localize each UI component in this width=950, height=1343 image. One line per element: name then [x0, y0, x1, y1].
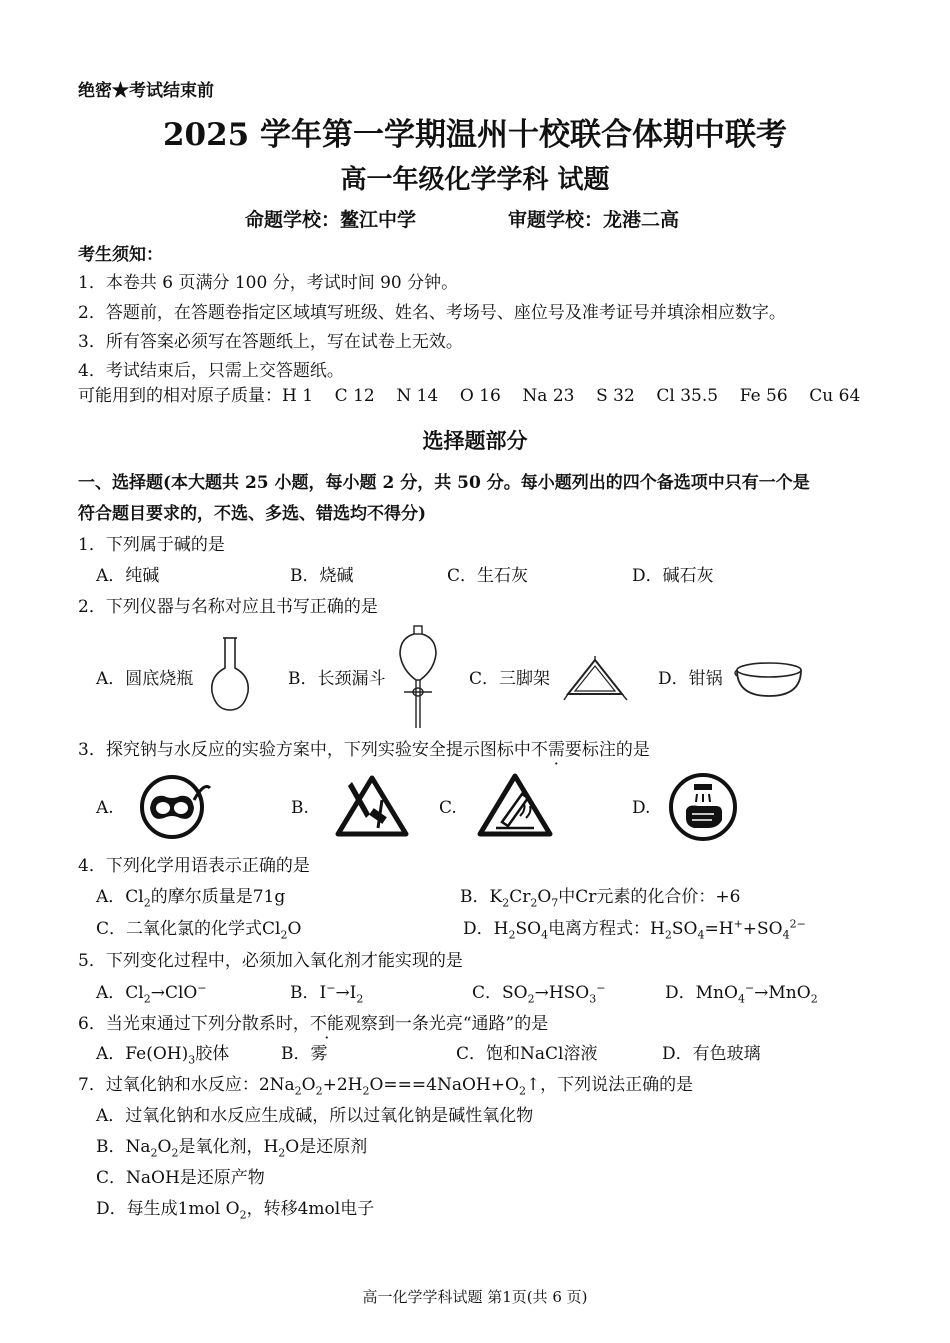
secret-label: 绝密★考试结束前 — [78, 81, 214, 101]
proposing-school: 命题学校：鳌江中学 — [245, 209, 417, 231]
q7-option-c: C．NaOH是还原产物 — [96, 1168, 265, 1188]
emphasis-dots: 不需要 — [530, 740, 582, 760]
q2-option-c: C．三脚架 — [469, 669, 551, 689]
section-instructions: 符合题目要求的，不选、多选、错选均不得分) — [78, 504, 427, 524]
atomic-masses: 可能用到的相对原子质量：H 1 C 12 N 14 O 16 Na 23 S 32 Cl 35.5 Fe 56 Cu 64 — [78, 386, 861, 406]
wash-hands-icon — [668, 772, 738, 842]
page-title: 2025 学年第一学期温州十校联合体期中联考 — [162, 117, 788, 153]
q2-option-d: D．钳锅 — [658, 669, 723, 689]
notice-item: 3．所有答案必须写在答题纸上，写在试卷上无效。 — [78, 332, 463, 352]
q3-option-c: C. — [439, 798, 457, 818]
q4-option-b: B．$K_2Cr_2O_7$中Cr元素的化合价：+6 — [460, 887, 741, 910]
q2-option-a: A．圆底烧瓶 — [96, 669, 194, 689]
q5-option-b: B．$I^-\to I_2$ — [290, 981, 364, 1006]
page-footer: 高一化学学科试题 第1页(共 6 页) — [362, 1288, 588, 1306]
q4-option-d: D．$H_2SO_4$电离方程式：$H_2SO_4=H^++SO_4^{2-}$ — [463, 917, 806, 942]
section-title: 选择题部分 — [422, 428, 528, 453]
notice-item: 4．考试结束后，只需上交答题纸。 — [78, 361, 344, 381]
q5-option-c: C．$SO_2\to HSO_3^-$ — [472, 981, 606, 1006]
q7-option-a: A．过氧化钠和水反应生成碱，所以过氧化钠是碱性氧化物 — [96, 1106, 534, 1126]
q1-option-d: D．碱石灰 — [632, 566, 714, 586]
q5-stem: 5．下列变化过程中，必须加入氧化剂才能实现的是 — [78, 951, 463, 971]
q6-option-a: A．$Fe(OH)_3$胶体 — [96, 1044, 230, 1067]
q3-option-a: A. — [96, 798, 114, 818]
q3-stem: 3．探究钠与水反应的实验方案中，下列实验安全提示图标中不需要标注的是 — [78, 740, 650, 760]
q5-option-d: D．MnO$_4$−→MnO$_2$ — [665, 981, 818, 1006]
round-bottom-flask-icon — [208, 636, 252, 714]
reviewing-school: 审题学校：龙港二高 — [508, 209, 680, 231]
q1-option-a: A．纯碱 — [96, 566, 160, 586]
hot-surface-warning-icon — [476, 772, 554, 838]
q1-option-c: C．生石灰 — [447, 566, 529, 586]
q3-option-d: D. — [632, 798, 651, 818]
q4-option-c: C．二氧化氯的化学式$Cl_2O$ — [96, 919, 302, 942]
q6-option-d: D．有色玻璃 — [662, 1044, 761, 1064]
q7-option-b: B．$Na_2O_2$是氧化剂，$H_2O$是还原剂 — [96, 1137, 368, 1160]
emphasis-dots: 不能 — [309, 1014, 344, 1034]
q6-option-b: B．雾 — [281, 1044, 328, 1064]
q2-option-b: B．长颈漏斗 — [288, 669, 386, 689]
crucible-dish-icon — [733, 660, 805, 698]
q2-stem: 2．下列仪器与名称对应且书写正确的是 — [78, 597, 378, 617]
notice-heading: 考生须知： — [78, 245, 163, 265]
separatory-funnel-icon — [396, 624, 440, 730]
notice-item: 1．本卷共 6 页满分 100 分，考试时间 90 分钟。 — [78, 273, 459, 293]
q4-stem: 4．下列化学用语表示正确的是 — [78, 856, 310, 876]
page-subtitle: 高一年级化学学科 试题 — [340, 165, 610, 195]
section-instructions: 一、选择题(本大题共 25 小题，每小题 2 分，共 50 分。每小题列出的四个备选项中只有一个是 — [78, 473, 810, 493]
notice-item: 2．答题前，在答题卷指定区域填写班级、姓名、考场号、座位号及准考证号并填涂相应数字。 — [78, 303, 786, 323]
q1-option-b: B．烧碱 — [290, 566, 354, 586]
sharp-object-warning-icon — [334, 774, 410, 838]
q6-option-c: C．饱和NaCl溶液 — [456, 1044, 598, 1064]
q5-option-a: A．$Cl_2\to ClO^-$ — [96, 981, 207, 1006]
q6-stem: 6．当光束通过下列分散系时，不能观察到一条光亮“通路”的是 — [78, 1014, 549, 1034]
goggles-icon — [136, 774, 212, 840]
q7-option-d: D．每生成1mol $O_2$，转移4mol电子 — [96, 1199, 375, 1222]
q3-option-b: B. — [291, 798, 309, 818]
q1-stem: 1．下列属于碱的是 — [78, 535, 225, 555]
tripod-triangle-icon — [562, 656, 628, 702]
q7-stem: 7．过氧化钠和水反应：$2Na_2O_2+2H_2O===4NaOH+O_2↑$，下列说法正确的是 — [78, 1075, 694, 1098]
q4-option-a: A．$Cl_2$的摩尔质量是71g — [96, 887, 286, 910]
